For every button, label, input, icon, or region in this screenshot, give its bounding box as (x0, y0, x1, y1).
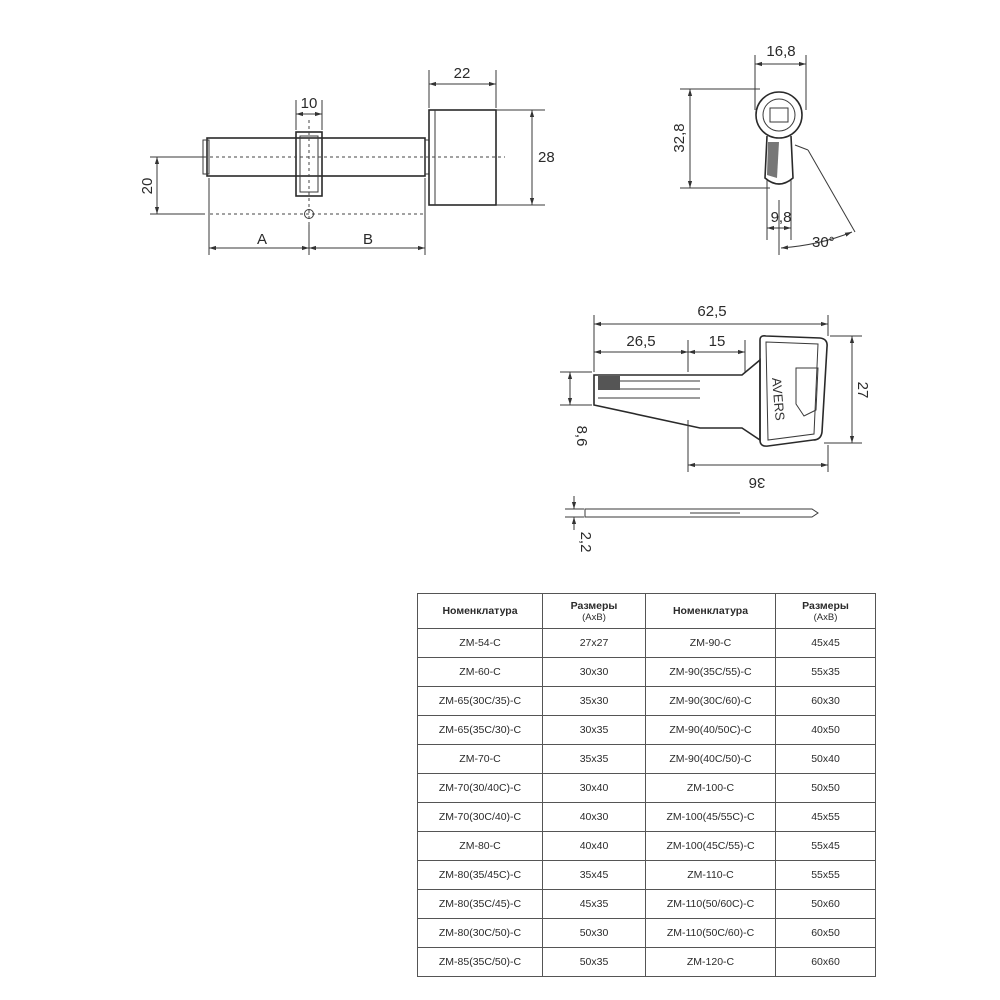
cell-size-left: 50x35 (543, 948, 646, 977)
dim-22: 22 (453, 65, 471, 82)
cylinder-profile-view (671, 43, 855, 255)
cell-size-left: 35x45 (543, 861, 646, 890)
dim-a: A (256, 231, 268, 248)
cell-name-left: ZM-54-C (418, 629, 543, 658)
cell-size-right: 60x30 (776, 687, 876, 716)
table-row (418, 890, 876, 919)
header-size-right (776, 594, 876, 629)
cell-size-left: 50x30 (543, 919, 646, 948)
dim-9-8: 9,8 (770, 209, 792, 226)
cell-name-left: ZM-65(30C/35)-C (418, 687, 543, 716)
cell-name-right: ZM-110-C (646, 861, 776, 890)
cell-name-left: ZM-80(35/45C)-C (418, 861, 543, 890)
cell-size-left: 27x27 (543, 629, 646, 658)
dim-28: 28 (538, 149, 555, 166)
cell-name-left: ZM-80-C (418, 832, 543, 861)
cell-name-right: ZM-100(45C/55)-C (646, 832, 776, 861)
cell-name-right: ZM-90(35C/55)-C (646, 658, 776, 687)
header-size-left (543, 594, 646, 629)
cell-size-left: 40x40 (543, 832, 646, 861)
dim-b: B (362, 231, 374, 248)
cell-size-left: 30x40 (543, 774, 646, 803)
table-row (418, 774, 876, 803)
cell-size-right: 55x55 (776, 861, 876, 890)
dim-15: 15 (708, 333, 726, 350)
dim-20: 20 (139, 177, 156, 195)
cell-name-left: ZM-80(30C/50)-C (418, 919, 543, 948)
cell-name-left: ZM-70-C (418, 745, 543, 774)
cell-size-left: 35x35 (543, 745, 646, 774)
cell-name-left: ZM-65(35C/30)-C (418, 716, 543, 745)
cell-size-right: 45x45 (776, 629, 876, 658)
cell-size-right: 50x50 (776, 774, 876, 803)
cell-size-right: 40x50 (776, 716, 876, 745)
cell-name-left: ZM-70(30/40C)-C (418, 774, 543, 803)
cell-size-right: 55x45 (776, 832, 876, 861)
dim-62-5: 62,5 (697, 303, 727, 320)
table-header-row (418, 594, 876, 629)
dim-36: 36 (748, 474, 766, 491)
cell-size-left: 30x35 (543, 716, 646, 745)
cell-name-left: ZM-60-C (418, 658, 543, 687)
cell-name-right: ZM-110(50C/60)-C (646, 919, 776, 948)
dim-8-6: 8,6 (573, 425, 590, 447)
table-row (418, 629, 876, 658)
cell-name-left: ZM-85(35C/50)-C (418, 948, 543, 977)
cell-size-left: 30x30 (543, 658, 646, 687)
cell-size-left: 35x30 (543, 687, 646, 716)
cell-size-right: 60x50 (776, 919, 876, 948)
table-row (418, 861, 876, 890)
header-name-right: Номенклатура (646, 594, 776, 629)
cell-name-right: ZM-100(45/55C)-C (646, 803, 776, 832)
header-size-right-label: Размеры (802, 599, 849, 612)
cell-size-right: 45x55 (776, 803, 876, 832)
dim-30-deg: 30° (812, 234, 835, 251)
cell-size-left: 40x30 (543, 803, 646, 832)
key-brand-logo: AVERS (769, 376, 788, 422)
table-row (418, 658, 876, 687)
cell-name-right: ZM-110(50/60C)-C (646, 890, 776, 919)
table-row (418, 716, 876, 745)
table-row (418, 832, 876, 861)
cell-name-left: ZM-70(30C/40)-C (418, 803, 543, 832)
dim-16-8: 16,8 (766, 43, 796, 60)
cell-name-right: ZM-100-C (646, 774, 776, 803)
table-row (418, 948, 876, 977)
dim-26-5: 26,5 (626, 333, 656, 350)
header-name-left: Номенклатура (418, 594, 543, 629)
nomenclature-table (417, 593, 876, 977)
cell-size-right: 60x60 (776, 948, 876, 977)
cell-name-right: ZM-90-C (646, 629, 776, 658)
table-row (418, 687, 876, 716)
cell-name-left: ZM-80(35C/45)-C (418, 890, 543, 919)
cell-size-left: 45x35 (543, 890, 646, 919)
cell-size-right: 50x60 (776, 890, 876, 919)
key-blade (594, 360, 760, 440)
cell-name-right: ZM-90(40C/50)-C (646, 745, 776, 774)
table-body (418, 629, 876, 977)
header-size-left-sub: (AxB) (582, 611, 606, 623)
dim-27: 27 (854, 381, 871, 399)
cell-size-right: 50x40 (776, 745, 876, 774)
dim-32-8: 32,8 (671, 123, 688, 153)
header-size-right-sub: (AxB) (813, 611, 838, 623)
cylinder-side-view (139, 65, 555, 255)
table-row (418, 745, 876, 774)
dim-10: 10 (300, 95, 318, 112)
key-view (560, 303, 871, 491)
cell-size-right: 55x35 (776, 658, 876, 687)
cell-name-right: ZM-120-C (646, 948, 776, 977)
cell-name-right: ZM-90(40/50C)-C (646, 716, 776, 745)
table-row (418, 803, 876, 832)
cell-name-right: ZM-90(30C/60)-C (646, 687, 776, 716)
key-thickness-view (565, 496, 818, 552)
dim-2-2: 2,2 (577, 531, 594, 553)
header-size-left-label: Размеры (570, 599, 618, 612)
table-row (418, 919, 876, 948)
